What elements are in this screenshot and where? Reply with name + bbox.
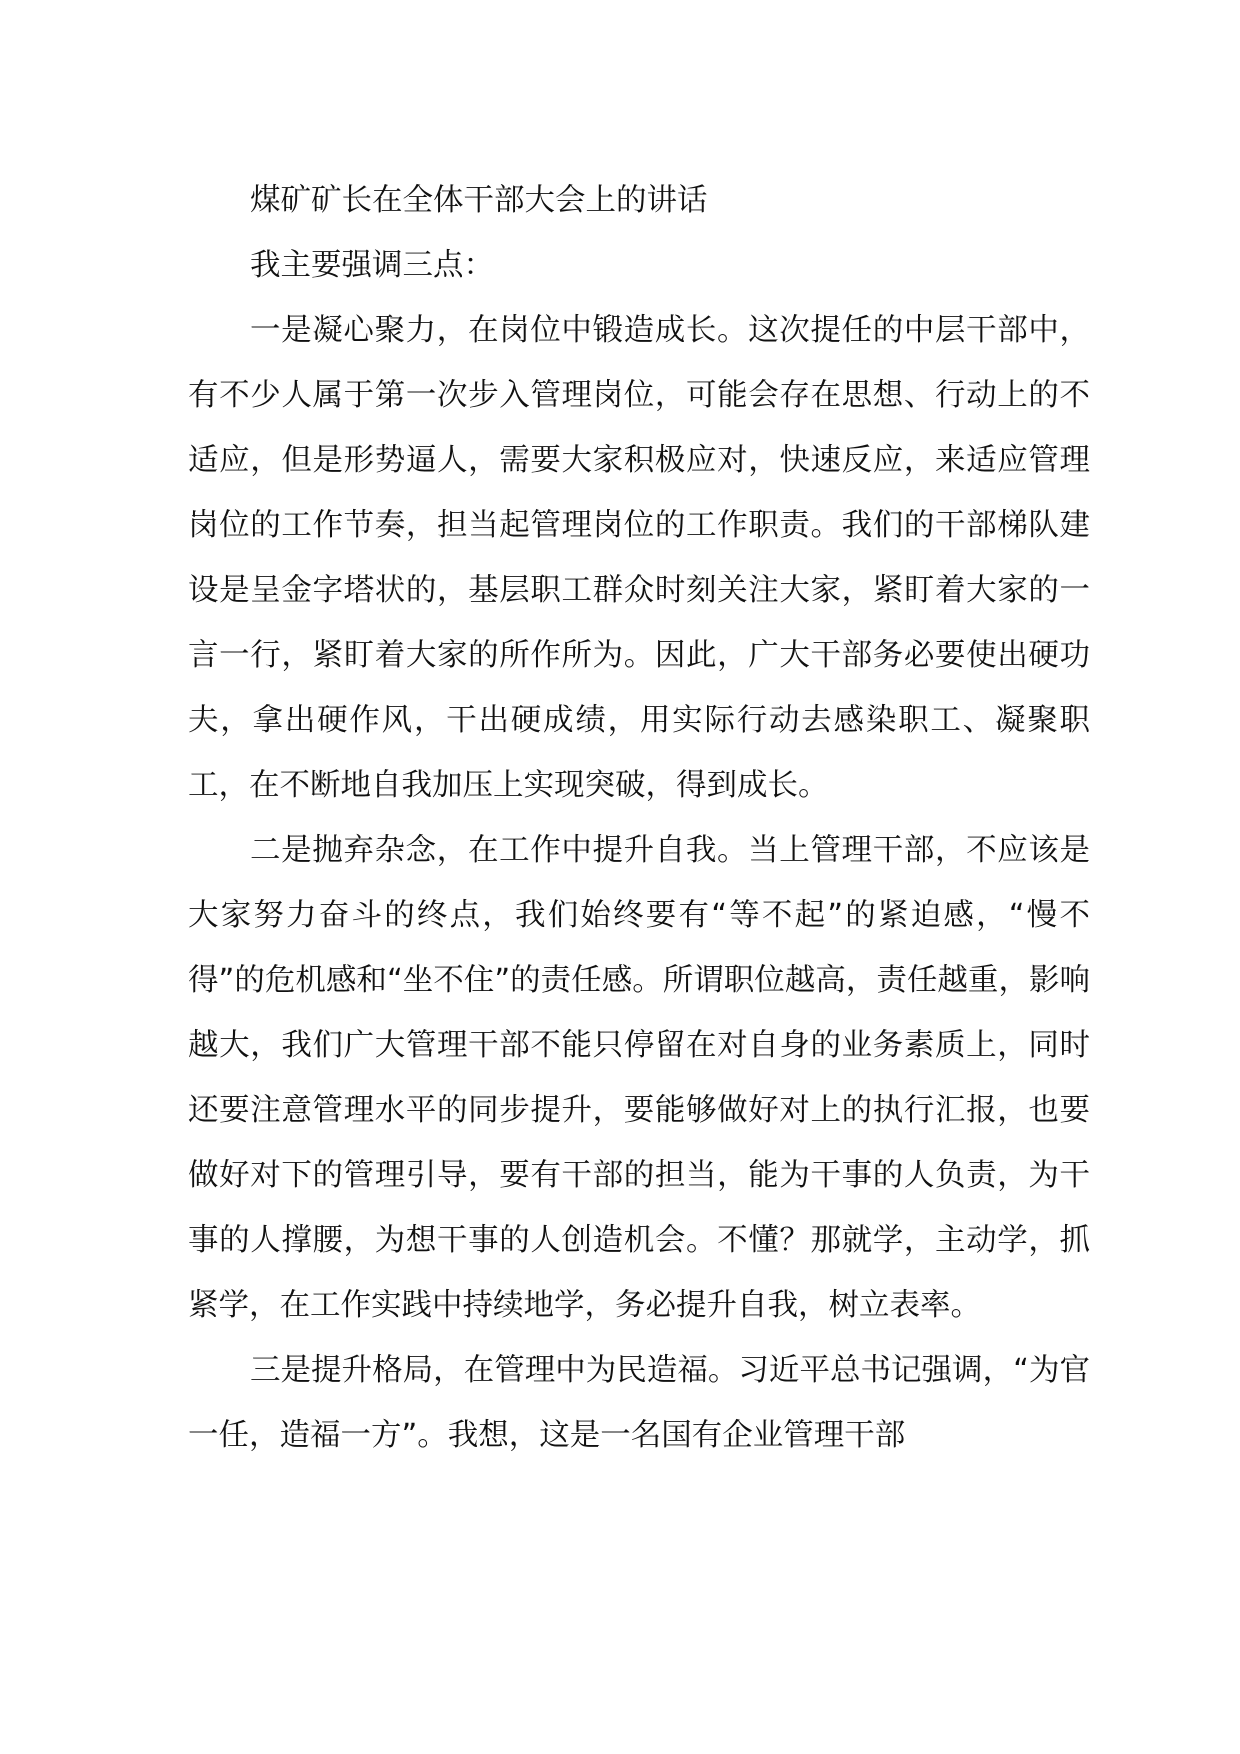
document-body xyxy=(188,168,1090,1468)
document-title: 煤矿矿长在全体干部大会上的讲话 xyxy=(250,183,708,218)
paragraph-3: 三是提升格局，在管理中为民造福。习近平总书记强调，“为官一任，造福一方”。我想，这是一名国有企业管理干部 xyxy=(188,1353,1090,1453)
paragraph-2: 二是抛弃杂念，在工作中提升自我。当上管理干部，不应该是大家努力奋斗的终点，我们始终要有“等不起”的紧迫感，“慢不得”的危机感和“坐不住”的责任感。所谓职位越高，责任越重，影响越大，我们广大管理干部不能只停留在对自身的业务素质上，同时还要注意管理水平的同步提升，要能够做好对上的执行汇报，也要做好对下的管理引导，要有干部的担当，能为干事的人负责，为干事的人撑腰，为想干事的人创造机会。不懂？那就学，主动学，抓紧学，在工作实践中持续地学，务必提升自我，树立表率。 xyxy=(188,833,1090,1323)
paragraph-1: 一是凝心聚力，在岗位中锻造成长。这次提任的中层干部中，有不少人属于第一次步入管理岗位，可能会存在思想、行动上的不适应，但是形势逼人，需要大家积极应对，快速反应，来适应管理岗位的工作节奏，担当起管理岗位的工作职责。我们的干部梯队建设是呈金字塔状的，基层职工群众时刻关注大家，紧盯着大家的一言一行，紧盯着大家的所作所为。因此，广大干部务必要使出硬功夫，拿出硬作风，干出硬成绩，用实际行动去感染职工、凝聚职工，在不断地自我加压上实现突破，得到成长。 xyxy=(188,313,1090,803)
intro-paragraph: 我主要强调三点： xyxy=(250,248,494,283)
